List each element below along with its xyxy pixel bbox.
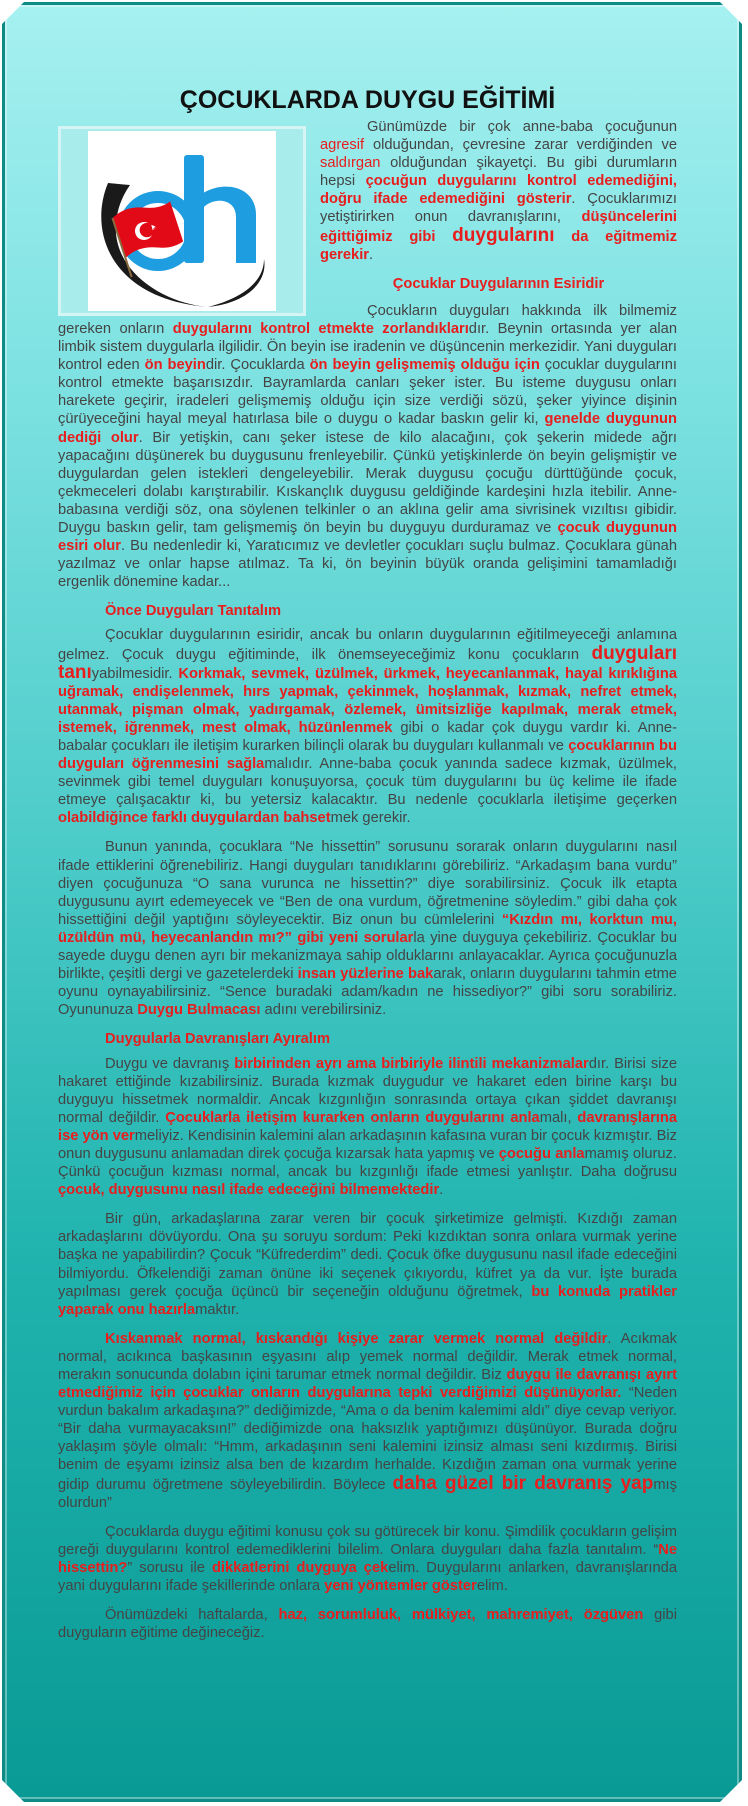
section3-paragraph-2: Bir gün, arkadaşlarına zarar veren bir çocuk şirketimize gelmişti. Kızdığı zaman arkadaşlarını dövüyordu. Ona şu soruyu sordum: Peki kızdıktan sonra onlara vurmak yerine başka ne yapabilirdin? Çocuk “Küfrederdim” dedi. Çocuk öfke duygusunu nasıl ifade edeceğini bilmiyordu. Öfkelendiği zaman önüne iki seçenek çıkıyordu, küfret ya da vur. İşte burada yapılması gerek çocuğa üçüncü bir seçeneğin olduğunu öğretmek, bu konuda pratikler yaparak onu hazırlamaktır. — [58, 1211, 677, 1318]
section1-paragraph: Çocukların duyguları hakkında ilk bilmemiz gereken onların duygularını kontrol etmekte zorlandıklarıdır. Beynin ortasında yer alan limbik sistem duygularla ilgilidir. Ön beyin ise iradenin ve düşüncenin merkezidir. Yani duyguları kontrol eden ön beyindir. Çocuklarda ön beyin gelişmemiş olduğu için çocuklar duygularını kontrol etmekte başarısızdır. Bayramlarda canları şeker ister. Bu isteme duygusu onları harekete geçirir, iradeleri gelişmemiş olduğu için size verdiği sözü, şeker yiyince dişinin çürüyeceğini hayal meyal hatırlasa bile o duygu o kadar baskın gelir ki, genelde duygunun dediği olur. Bir yetişkin, canı şeker istese de kilo alacağını, çok şekerin midede ağrı yapacağını düşünerek bu duygusunu frenleyebilir. Çünkü yetişkinlerde ön beyin gelişmiştir ve duygulardan gelen istekleri dengeleyebilir. Merak duygusu çocuğu dürttüğünde çocuk, çekmeceleri dolabı karıştırabilir. Kıskançlık duygusu geldiğinde kardeşini hızla itebilir. Anne-babasına verdiği söz, ona söylenen telkinler o an aklına gelir ama sivrisinek vızıltısı gibidir. Duygu baskın gelir, tam gelişmemiş ön beyin bu duyguyu durduramaz ve çocuk duygunun esiri olur. Bu nedenledir ki, Yaratıcımız ve devletler çocukları suçlu bulmaz. Çocuklara günah yazılmaz ve onlar hapse atılmaz. Ta ki, ön beyinin büyük oranda gelişimini tamamladığı ergenlik dönemine kadar... — [58, 302, 678, 591]
logo — [88, 131, 276, 311]
section2-paragraph-2: Bunun yanında, çocuklara “Ne hissettin” sorusunu sorarak onların duygularını nasıl ifade ettiklerini öğrenebiliriz. Hangi duyguları tanıdıklarını görebiliriz. “Arkadaşım bana vurdu” diyen çocuğunuza “O sana vurunca ne hissettin?” diye sorabilirsiniz. Çocuk ilk etapta duygusunu ayırt edemeyecek ve “Ben de ona vurdum, öğretmenine söyledim.” gibi daha çok hissettiğini değil yaptığını söyleyecektir. Biz onun bu cümlelerini “Kızdın mı, korktun mu, üzüldün mü, heyecanlandın mı?” gibi yeni sorularla yine duyguya çekebiliriz. Çocuklar bu sayede duygu denen ayrı bir mekanizmaya sahip olduklarını anlayacaklar. Ayrıca çocuğunuzla birlikte, çeşitli dergi ve gazetelerdeki insan yüzlerine bakarak, onların duygularını tahmin etme oyunu oynayabilirsiniz. “Sence buradaki adam/kadın ne hissediyor?” gibi soru sorabiliriz. Oyununuza Duygu Bulmacası adını verebilirsiniz. — [58, 839, 677, 1019]
section3-paragraph-5: Önümüzdeki haftalarda, haz, sorumluluk, mülkiyet, mahremiyet, özgüven gibi duyguların eğitime değineceğiz. — [58, 1607, 677, 1642]
logo-frame — [58, 126, 306, 316]
dh-logo-icon — [88, 131, 276, 311]
section-heading-ayiralim: Duygularla Davranışları Ayıralım — [105, 1031, 331, 1048]
section3-paragraph-3: Kıskanmak normal, kıskandığı kişiye zarar vermek normal değildir. Acıkmak normal, acıkınca başkasının eşyasını alıp yemek normal değildir. Merak etmek normal, merakın sonucunda dolabın içini tarumar etmek normal değildir. Biz duygu ile davranışı ayırt etmediğimiz için çocuklar onların duygularına tepki verdiğimizi düşünüyorlar. “Neden vurdun bakalım arkadaşına?” dediğimizde, “Ama o da benim kalemimi aldı” diye cevap veriyor. “Bir daha vurmayacaksın!” dediğimizde ona haksızlık yaptığımızı düşünüyor. Burada doğru yaklaşım şöyle olmalı: “Hmm, arkadaşının seni kalemini izinsiz alması seni kızdırmış. Birisi benim de eşyamı izinsiz alsa ben de kızardım herhalde. Kızdığın zaman ona vurmak yerine gidip durumu öğretmene söyleyebilirdin. Böylece daha güzel bir davranış yapmış olurdun” — [58, 1330, 677, 1511]
page-title: ÇOCUKLARDA DUYGU EĞİTİMİ — [179, 86, 556, 114]
intro-paragraph: Günümüzde bir çok anne-baba çocuğunun agresif olduğundan, çevresine zarar verdiğinden ve saldırgan olduğundan şikayetçi. Bu gibi durumların hepsi çocuğun duygularını kontrol edemediğini, doğru ifade edemediğini gösterir. Çocuklarımızı yetiştirirken onun davranışlarını, düşüncelerini eğittiğimiz gibi duygularını da eğitmemiz gerekir. — [320, 119, 677, 263]
section2-paragraph-1: Çocuklar duygularının esiridir, ancak bu onların duygularının eğitilmeyeceği anlamına gelmez. Çocuk duygu eğitiminde, ilk önemseyeceğimiz konu çocukların duyguları tanıyabilmesidir. Korkmak, sevmek, üzülmek, ürkmek, heyecanlanmak, hayal kırıklığına uğramak, endişelenmek, hırs yapmak, çekinmek, hoşlanmak, kızmak, nefret etmek, utanmak, pişman olmak, yadırgamak, özlemek, ümitsizliğe kapılmak, merak etmek, istemek, iğrenmek, mest olmak, hüzünlenmek gibi o kadar çok duygu vardır ki. Anne-babalar çocukları ile iletişim kurarken bilinçli olarak bu duyguları kullanmalı ve çocuklarının bu duyguları öğrenmesini sağlamalıdır. Anne-baba çocuk yanında sadece kızmak, üzülmek, sevinmek gibi temel duyguları konuşuyorsa, çocuk tüm duygularını bu üç kelime ile ifade etmeye çalışacaktır ki, bu yetersiz kalacaktır. Bu nedenle çocuklarla iletişime geçerken olabildiğince farklı duygulardan bahsetmek gerekir. — [58, 627, 678, 827]
article — [58, 85, 677, 1653]
section3-paragraph-4: Çocuklarda duygu eğitimi konusu çok su götürecek bir konu. Şimdilik çocukların gelişim gereği duygularını kontrol edemediklerini bilelim. Onlara duyguları daha fazla tanıtalım. “Ne hissettin?” sorusu ile dikkatlerini duyguya çekelim. Duygularını anlarken, davranışlarında yani duygularını ifade şekillerinde onlara yeni yöntemler gösterelim. — [58, 1523, 677, 1595]
section-heading-esir: Çocuklar Duygularının Esiridir — [392, 275, 605, 292]
section-heading-tanitalim: Önce Duyguları Tanıtalım — [105, 603, 282, 620]
section3-paragraph-1: Duygu ve davranış birbirinden ayrı ama birbiriyle ilintili mekanizmalardır. Birisi size hakaret ettiğinde kızabilirsiniz. Burada kızmak duygudur ve hakaret eden birine karşı bu duyguyu hissetmek normaldir. Ancak kızgınlığın sonrasında ortaya çıkan şiddet davranışı normal değildir. Çocuklarla iletişim kurarken onların duygularını anlamalı, davranışlarına ise yön vermeliyiz. Kendisinin kalemini alan arkadaşının kafasına vuran bir çocuk kızmıştır. Biz onun duygusunu anlamadan direk çocuğa kızarsak hata yapmış ve çocuğu anlamamış oluruz. Çünkü çocuğun kızması normal, ancak bu kızgınlığı ifade etmesi yanlıştır. Daha doğrusu çocuk, duygusunu nasıl ifade edeceğini bilmemektedir. — [58, 1055, 678, 1199]
